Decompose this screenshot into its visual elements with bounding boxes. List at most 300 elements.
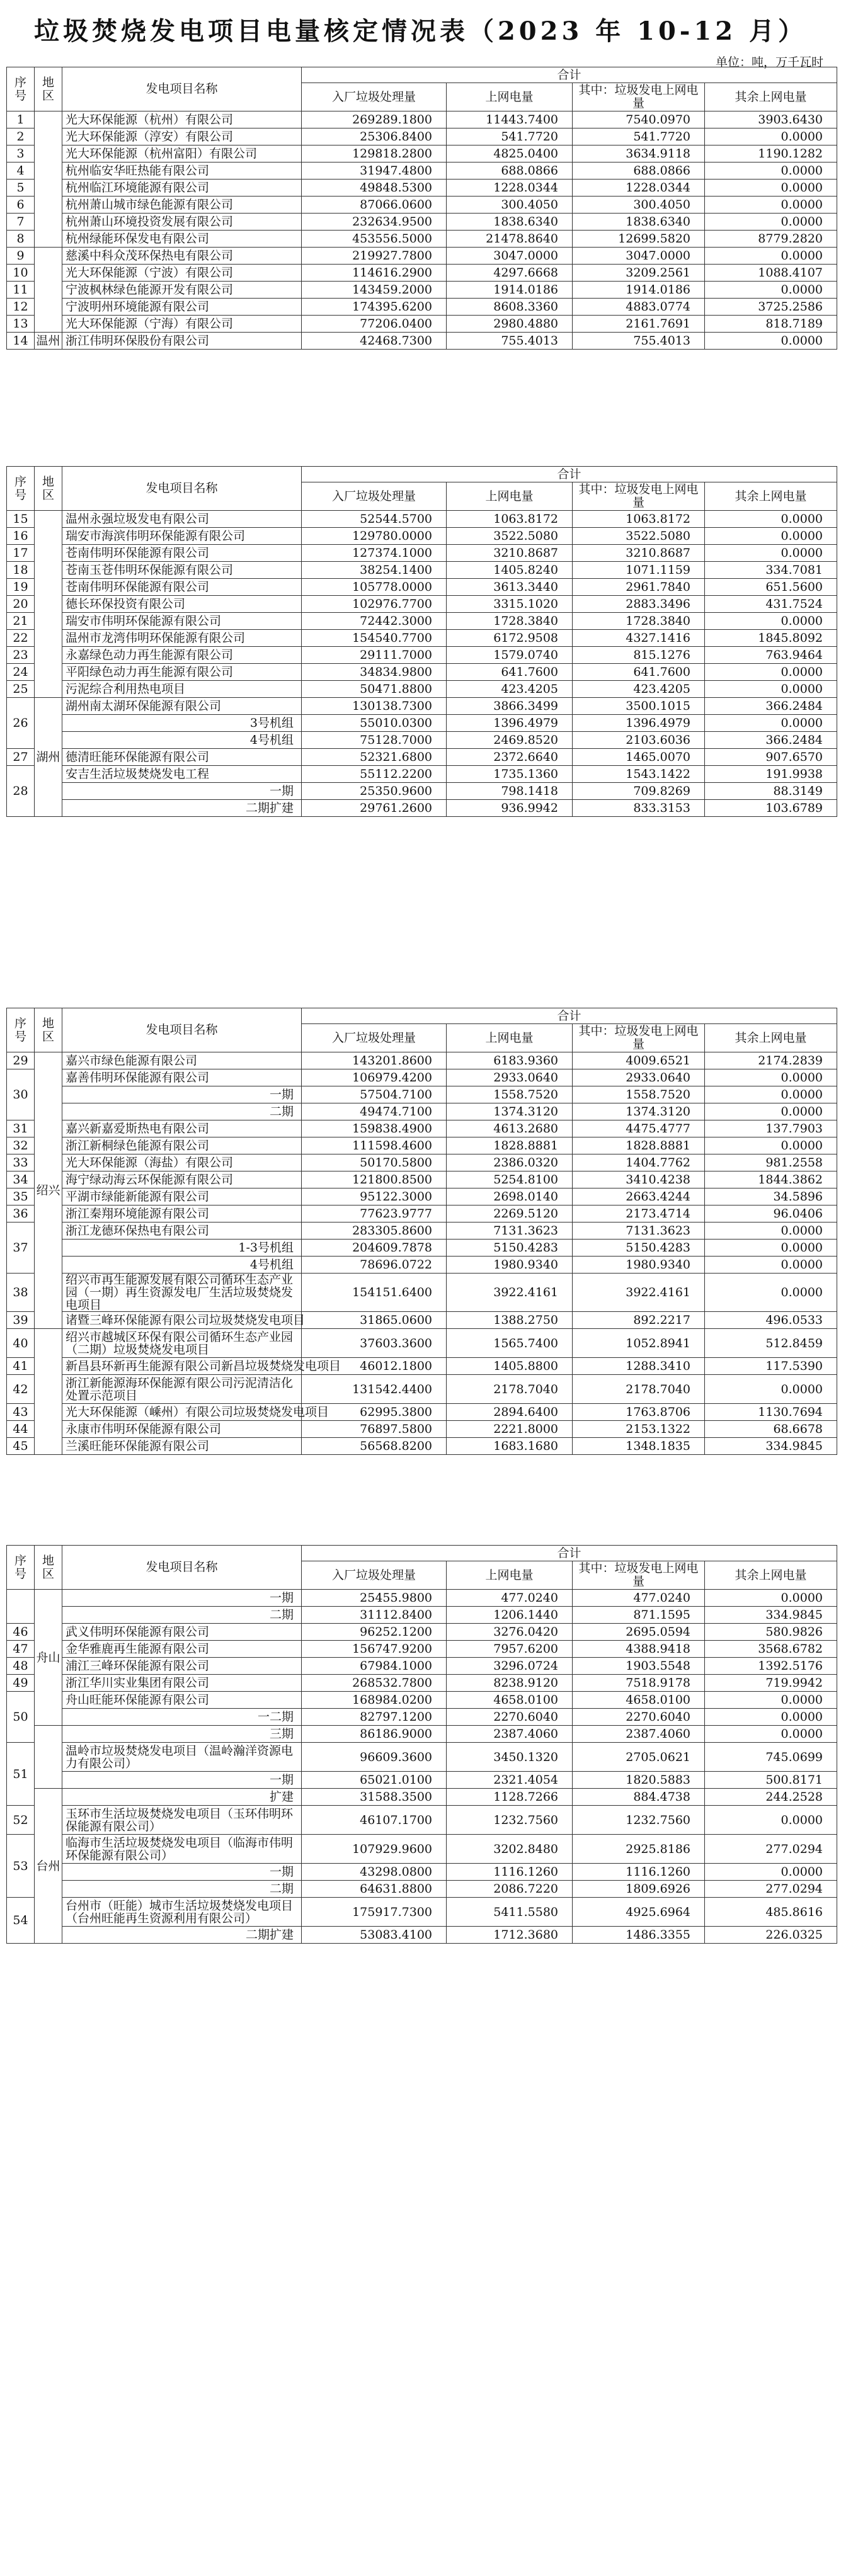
table-row xyxy=(7,647,837,664)
other-grid-value: 277.0294 xyxy=(705,1881,837,1898)
table-row xyxy=(7,528,837,545)
waste-value: 57504.7100 xyxy=(302,1086,447,1103)
waste-value: 204609.7878 xyxy=(302,1240,447,1257)
grid-value: 1683.1680 xyxy=(447,1438,573,1455)
seq-cell: 32 xyxy=(7,1137,35,1154)
other-grid-value: 0.0000 xyxy=(705,1086,837,1103)
seq-cell: 9 xyxy=(7,248,35,265)
project-name: 海宁绿动海云环保能源有限公司 xyxy=(62,1171,302,1188)
waste-value: 25350.9600 xyxy=(302,783,447,800)
waste-value: 87066.0600 xyxy=(302,197,447,214)
table-row xyxy=(7,1675,837,1692)
grid-value: 2086.7220 xyxy=(447,1881,573,1898)
seq-cell: 34 xyxy=(7,1171,35,1188)
garbage-grid-value: 1396.4979 xyxy=(573,715,705,732)
waste-value: 102976.7700 xyxy=(302,596,447,613)
waste-value: 67984.1000 xyxy=(302,1658,447,1675)
other-grid-value: 1845.8092 xyxy=(705,630,837,647)
garbage-grid-value: 2178.7040 xyxy=(573,1375,705,1404)
garbage-grid-value: 3209.2561 xyxy=(573,265,705,282)
garbage-grid-value: 2705.0621 xyxy=(573,1743,705,1772)
header-project: 发电项目名称 xyxy=(62,67,302,111)
sub-row xyxy=(7,1726,837,1743)
waste-value: 53083.4100 xyxy=(302,1927,447,1944)
table-row xyxy=(7,1137,837,1154)
seq-cell: 23 xyxy=(7,647,35,664)
table-row xyxy=(7,596,837,613)
table-row xyxy=(7,1329,837,1358)
project-name: 诸暨三峰环保能源有限公司垃圾焚烧发电项目 xyxy=(62,1312,302,1329)
header-region: 地区 xyxy=(35,467,62,511)
grid-value: 11443.7400 xyxy=(447,111,573,128)
grid-value: 2270.6040 xyxy=(447,1709,573,1726)
sub-row xyxy=(7,1881,837,1898)
waste-value: 62995.3800 xyxy=(302,1404,447,1421)
sub-row xyxy=(7,1927,837,1944)
other-grid-value: 0.0000 xyxy=(705,248,837,265)
other-grid-value: 88.3149 xyxy=(705,783,837,800)
garbage-grid-value: 1980.9340 xyxy=(573,1257,705,1274)
other-grid-value: 580.9826 xyxy=(705,1624,837,1641)
header-row xyxy=(7,67,837,83)
table-row xyxy=(7,197,837,214)
grid-value: 1712.3680 xyxy=(447,1927,573,1944)
other-grid-value: 0.0000 xyxy=(705,162,837,180)
garbage-grid-value: 4883.0774 xyxy=(573,299,705,316)
table-row xyxy=(7,698,837,715)
grid-value: 3315.1020 xyxy=(447,596,573,613)
garbage-grid-value: 688.0866 xyxy=(573,162,705,180)
verification-table xyxy=(6,466,837,817)
phase-label: 一期 xyxy=(62,783,302,800)
seq-cell: 52 xyxy=(7,1806,35,1835)
grid-value: 2321.4054 xyxy=(447,1772,573,1789)
waste-value: 55112.2200 xyxy=(302,766,447,783)
garbage-grid-value: 3522.5080 xyxy=(573,528,705,545)
other-grid-value: 1088.4107 xyxy=(705,265,837,282)
other-grid-value: 96.0406 xyxy=(705,1205,837,1222)
other-grid-value: 334.9845 xyxy=(705,1438,837,1455)
garbage-grid-value: 2663.4244 xyxy=(573,1188,705,1205)
project-name: 宁波明州环境能源有限公司 xyxy=(62,299,302,316)
waste-value: 29111.7000 xyxy=(302,647,447,664)
project-name: 光大环保能源（宁海）有限公司 xyxy=(62,316,302,333)
other-grid-value: 0.0000 xyxy=(705,1240,837,1257)
garbage-grid-value: 1828.8881 xyxy=(573,1137,705,1154)
garbage-grid-value: 3210.8687 xyxy=(573,545,705,562)
grid-value: 3296.0724 xyxy=(447,1658,573,1675)
waste-value: 127374.1000 xyxy=(302,545,447,562)
seq-cell: 47 xyxy=(7,1641,35,1658)
grid-value: 6183.9360 xyxy=(447,1052,573,1069)
garbage-grid-value: 3922.4161 xyxy=(573,1274,705,1312)
other-grid-value: 334.9845 xyxy=(705,1607,837,1624)
seq-cell: 26 xyxy=(7,698,35,749)
waste-value: 107929.9600 xyxy=(302,1835,447,1864)
seq-cell: 39 xyxy=(7,1312,35,1329)
project-name: 永康市伟明环保能源有限公司 xyxy=(62,1421,302,1438)
garbage-grid-value: 1903.5548 xyxy=(573,1658,705,1675)
garbage-grid-value: 4327.1416 xyxy=(573,630,705,647)
seq-cell: 18 xyxy=(7,562,35,579)
other-grid-value: 0.0000 xyxy=(705,1137,837,1154)
other-grid-value: 0.0000 xyxy=(705,333,837,350)
grid-value: 5254.8100 xyxy=(447,1171,573,1188)
project-name: 玉环市生活垃圾焚烧发电项目（玉环伟明环保能源有限公司） xyxy=(62,1806,302,1835)
region-cell xyxy=(35,511,62,698)
waste-value: 143459.2000 xyxy=(302,282,447,299)
waste-value: 42468.7300 xyxy=(302,333,447,350)
table-row xyxy=(7,545,837,562)
project-name: 平湖市绿能新能源有限公司 xyxy=(62,1188,302,1205)
grid-value: 3202.8480 xyxy=(447,1835,573,1864)
seq-cell: 17 xyxy=(7,545,35,562)
garbage-grid-value: 4925.6964 xyxy=(573,1898,705,1927)
seq-cell: 30 xyxy=(7,1069,35,1120)
table-row xyxy=(7,1154,837,1171)
table-section xyxy=(6,1008,837,1455)
waste-value: 25455.9800 xyxy=(302,1590,447,1607)
phase-label: 一期 xyxy=(62,1590,302,1607)
header-row xyxy=(7,467,837,482)
project-name: 金华雅鹿再生能源有限公司 xyxy=(62,1641,302,1658)
seq-cell: 40 xyxy=(7,1329,35,1358)
header-grid: 上网电量 xyxy=(447,482,573,511)
waste-value: 77206.0400 xyxy=(302,316,447,333)
table-row xyxy=(7,162,837,180)
grid-value: 423.4205 xyxy=(447,681,573,698)
other-grid-value: 719.9942 xyxy=(705,1675,837,1692)
seq-cell: 16 xyxy=(7,528,35,545)
other-grid-value: 0.0000 xyxy=(705,545,837,562)
table-row xyxy=(7,1421,837,1438)
header-project: 发电项目名称 xyxy=(62,1546,302,1590)
garbage-grid-value: 1228.0344 xyxy=(573,180,705,197)
waste-value: 174395.6200 xyxy=(302,299,447,316)
table-row xyxy=(7,1641,837,1658)
phase-label: 二期 xyxy=(62,1881,302,1898)
waste-value: 52321.6800 xyxy=(302,749,447,766)
seq-cell: 19 xyxy=(7,579,35,596)
garbage-grid-value: 1052.8941 xyxy=(573,1329,705,1358)
other-grid-value: 496.0533 xyxy=(705,1312,837,1329)
header-seq: 序号 xyxy=(7,1008,35,1052)
table-row xyxy=(7,1438,837,1455)
project-name: 嘉兴新嘉爱斯热电有限公司 xyxy=(62,1120,302,1137)
other-grid-value: 0.0000 xyxy=(705,1726,837,1743)
phase-label: 二期扩建 xyxy=(62,800,302,817)
project-name: 光大环保能源（海盐）有限公司 xyxy=(62,1154,302,1171)
grid-value: 1579.0740 xyxy=(447,647,573,664)
project-name: 新昌县环新再生能源有限公司新昌垃圾焚烧发电项目 xyxy=(62,1358,302,1375)
other-grid-value: 137.7903 xyxy=(705,1120,837,1137)
garbage-grid-value: 477.0240 xyxy=(573,1590,705,1607)
grid-value: 4297.6668 xyxy=(447,265,573,282)
waste-value: 159838.4900 xyxy=(302,1120,447,1137)
seq-cell: 15 xyxy=(7,511,35,528)
header-grid: 上网电量 xyxy=(447,1024,573,1052)
grid-value: 936.9942 xyxy=(447,800,573,817)
table-row xyxy=(7,1205,837,1222)
waste-value: 31865.0600 xyxy=(302,1312,447,1329)
grid-value: 2933.0640 xyxy=(447,1069,573,1086)
other-grid-value: 68.6678 xyxy=(705,1421,837,1438)
seq-cell: 54 xyxy=(7,1898,35,1944)
table-row xyxy=(7,1375,837,1404)
seq-cell: 13 xyxy=(7,316,35,333)
garbage-grid-value: 2270.6040 xyxy=(573,1709,705,1726)
grid-value: 2221.8000 xyxy=(447,1421,573,1438)
table-row xyxy=(7,613,837,630)
grid-value: 1206.1440 xyxy=(447,1607,573,1624)
project-name: 光大环保能源（嵊州）有限公司垃圾焚烧发电项目 xyxy=(62,1404,302,1421)
grid-value: 1396.4979 xyxy=(447,715,573,732)
garbage-grid-value: 4388.9418 xyxy=(573,1641,705,1658)
waste-value: 283305.8600 xyxy=(302,1222,447,1240)
grid-value: 6172.9508 xyxy=(447,630,573,647)
waste-value: 64631.8800 xyxy=(302,1881,447,1898)
seq-cell: 11 xyxy=(7,282,35,299)
waste-value: 129818.2800 xyxy=(302,145,447,162)
waste-value: 96609.3600 xyxy=(302,1743,447,1772)
waste-value: 38254.1400 xyxy=(302,562,447,579)
garbage-grid-value: 2387.4060 xyxy=(573,1726,705,1743)
garbage-grid-value: 1404.7762 xyxy=(573,1154,705,1171)
project-name: 杭州萧山城市绿色能源有限公司 xyxy=(62,197,302,214)
waste-value: 106979.4200 xyxy=(302,1069,447,1086)
grid-value: 1063.8172 xyxy=(447,511,573,528)
other-grid-value: 0.0000 xyxy=(705,664,837,681)
garbage-grid-value: 892.2217 xyxy=(573,1312,705,1329)
seq-cell: 21 xyxy=(7,613,35,630)
grid-value: 3210.8687 xyxy=(447,545,573,562)
grid-value: 798.1418 xyxy=(447,783,573,800)
other-grid-value: 3903.6430 xyxy=(705,111,837,128)
other-grid-value: 0.0000 xyxy=(705,528,837,545)
waste-value: 77623.9777 xyxy=(302,1205,447,1222)
waste-value: 111598.4600 xyxy=(302,1137,447,1154)
table-row xyxy=(7,1222,837,1240)
waste-value: 25306.8400 xyxy=(302,128,447,145)
header-waste: 入厂垃圾处理量 xyxy=(302,83,447,111)
grid-value: 1228.0344 xyxy=(447,180,573,197)
grid-value: 3047.0000 xyxy=(447,248,573,265)
seq-cell: 49 xyxy=(7,1675,35,1692)
table-section xyxy=(6,466,837,817)
header-waste: 入厂垃圾处理量 xyxy=(302,482,447,511)
other-grid-value: 0.0000 xyxy=(705,715,837,732)
table-row xyxy=(7,579,837,596)
seq-cell: 29 xyxy=(7,1052,35,1069)
other-grid-value: 3725.2586 xyxy=(705,299,837,316)
waste-value: 49474.7100 xyxy=(302,1103,447,1120)
grid-value: 1374.3120 xyxy=(447,1103,573,1120)
other-grid-value: 0.0000 xyxy=(705,1709,837,1726)
header-total: 合计 xyxy=(302,1546,837,1561)
waste-value: 131542.4400 xyxy=(302,1375,447,1404)
grid-value: 477.0240 xyxy=(447,1590,573,1607)
region-cell: 绍兴 xyxy=(35,1052,62,1329)
seq-cell: 2 xyxy=(7,128,35,145)
grid-value: 1405.8800 xyxy=(447,1358,573,1375)
other-grid-value: 191.9938 xyxy=(705,766,837,783)
garbage-grid-value: 755.4013 xyxy=(573,333,705,350)
table-row xyxy=(7,1120,837,1137)
seq-cell: 48 xyxy=(7,1658,35,1675)
waste-value: 50471.8800 xyxy=(302,681,447,698)
other-grid-value: 366.2484 xyxy=(705,698,837,715)
waste-value: 56568.8200 xyxy=(302,1438,447,1455)
seq-cell: 27 xyxy=(7,749,35,766)
phase-label: 二期 xyxy=(62,1607,302,1624)
header-other-grid: 其余上网电量 xyxy=(705,1024,837,1052)
seq-cell: 46 xyxy=(7,1624,35,1641)
phase-label: 二期扩建 xyxy=(62,1927,302,1944)
waste-value: 78696.0722 xyxy=(302,1257,447,1274)
seq-cell: 20 xyxy=(7,596,35,613)
seq-cell: 6 xyxy=(7,197,35,214)
table-row xyxy=(7,1069,837,1086)
sub-row xyxy=(7,1709,837,1726)
project-name: 苍南玉苍伟明环保能源有限公司 xyxy=(62,562,302,579)
waste-value: 453556.5000 xyxy=(302,231,447,248)
phase-label: 一期 xyxy=(62,1086,302,1103)
waste-value: 105778.0000 xyxy=(302,579,447,596)
grid-value: 21478.8640 xyxy=(447,231,573,248)
table-row xyxy=(7,333,837,350)
other-grid-value: 0.0000 xyxy=(705,282,837,299)
grid-value: 3922.4161 xyxy=(447,1274,573,1312)
grid-value: 7131.3623 xyxy=(447,1222,573,1240)
other-grid-value: 0.0000 xyxy=(705,1222,837,1240)
garbage-grid-value: 1348.1835 xyxy=(573,1438,705,1455)
grid-value: 1838.6340 xyxy=(447,214,573,231)
project-name: 兰溪旺能环保能源有限公司 xyxy=(62,1438,302,1455)
garbage-grid-value: 871.1595 xyxy=(573,1607,705,1624)
other-grid-value: 512.8459 xyxy=(705,1329,837,1358)
garbage-grid-value: 3410.4238 xyxy=(573,1171,705,1188)
region-cell: 温州 xyxy=(35,333,62,350)
grid-value: 1558.7520 xyxy=(447,1086,573,1103)
sub-row xyxy=(7,1789,837,1806)
seq-cell: 31 xyxy=(7,1120,35,1137)
project-name: 瑞安市海滨伟明环保能源有限公司 xyxy=(62,528,302,545)
waste-value: 31112.8400 xyxy=(302,1607,447,1624)
garbage-grid-value: 2153.1322 xyxy=(573,1421,705,1438)
unit-note: 单位：吨，万千瓦时 xyxy=(715,55,823,69)
header-project: 发电项目名称 xyxy=(62,1008,302,1052)
other-grid-value: 0.0000 xyxy=(705,1274,837,1312)
other-grid-value: 0.0000 xyxy=(705,511,837,528)
phase-label: 一期 xyxy=(62,1772,302,1789)
other-grid-value: 0.0000 xyxy=(705,197,837,214)
project-name: 光大环保能源（杭州富阳）有限公司 xyxy=(62,145,302,162)
other-grid-value: 366.2484 xyxy=(705,732,837,749)
garbage-grid-value: 1232.7560 xyxy=(573,1806,705,1835)
header-total: 合计 xyxy=(302,467,837,482)
project-name: 绍兴市越城区环保有限公司循环生态产业园（二期）垃圾焚烧发电项目 xyxy=(62,1329,302,1358)
other-grid-value: 3568.6782 xyxy=(705,1641,837,1658)
seq-cell: 12 xyxy=(7,299,35,316)
garbage-grid-value: 1071.1159 xyxy=(573,562,705,579)
project-name: 绍兴市再生能源发展有限公司循环生态产业园（一期）再生资源发电厂生活垃圾焚烧发电项目 xyxy=(62,1274,302,1312)
seq-cell: 36 xyxy=(7,1205,35,1222)
seq-cell xyxy=(7,1590,35,1624)
table-section xyxy=(6,67,837,350)
other-grid-value: 485.8616 xyxy=(705,1898,837,1927)
table-row xyxy=(7,1274,837,1312)
waste-value: 143201.8600 xyxy=(302,1052,447,1069)
garbage-grid-value: 2961.7840 xyxy=(573,579,705,596)
garbage-grid-value: 833.3153 xyxy=(573,800,705,817)
garbage-grid-value: 2695.0594 xyxy=(573,1624,705,1641)
garbage-grid-value: 7540.0970 xyxy=(573,111,705,128)
header-waste: 入厂垃圾处理量 xyxy=(302,1561,447,1590)
other-grid-value: 500.8171 xyxy=(705,1772,837,1789)
garbage-grid-value: 2173.4714 xyxy=(573,1205,705,1222)
waste-value: 95122.3000 xyxy=(302,1188,447,1205)
grid-value: 2372.6640 xyxy=(447,749,573,766)
garbage-grid-value: 1558.7520 xyxy=(573,1086,705,1103)
garbage-grid-value: 1116.1260 xyxy=(573,1864,705,1881)
project-name: 嘉兴市绿色能源有限公司 xyxy=(62,1052,302,1069)
phase-label: 一二期 xyxy=(62,1709,302,1726)
garbage-grid-value: 1543.1422 xyxy=(573,766,705,783)
table-row xyxy=(7,1835,837,1864)
other-grid-value: 651.5600 xyxy=(705,579,837,596)
header-garbage-grid: 其中：垃圾发电上网电量 xyxy=(573,1561,705,1590)
grid-value: 641.7600 xyxy=(447,664,573,681)
waste-value: 49848.5300 xyxy=(302,180,447,197)
other-grid-value: 0.0000 xyxy=(705,1069,837,1086)
other-grid-value: 0.0000 xyxy=(705,1806,837,1835)
seq-cell: 35 xyxy=(7,1188,35,1205)
region-cell: 舟山 xyxy=(35,1590,62,1726)
region-cell xyxy=(35,1726,62,1789)
header-grid: 上网电量 xyxy=(447,1561,573,1590)
phase-label: 二期 xyxy=(62,1103,302,1120)
other-grid-value: 1130.7694 xyxy=(705,1404,837,1421)
phase-label: 3号机组 xyxy=(62,715,302,732)
project-name: 浙江华川实业集团有限公司 xyxy=(62,1675,302,1692)
other-grid-value: 2174.2839 xyxy=(705,1052,837,1069)
grid-value: 1914.0186 xyxy=(447,282,573,299)
garbage-grid-value: 2933.0640 xyxy=(573,1069,705,1086)
seq-cell: 45 xyxy=(7,1438,35,1455)
header-seq: 序号 xyxy=(7,467,35,511)
project-name: 湖州南太湖环保能源有限公司 xyxy=(62,698,302,715)
page-title: 垃圾焚烧发电项目电量核定情况表（2023 年 10-12 月） xyxy=(33,16,808,46)
grid-value: 2386.0320 xyxy=(447,1154,573,1171)
header-grid: 上网电量 xyxy=(447,83,573,111)
grid-value: 7957.6200 xyxy=(447,1641,573,1658)
project-name: 杭州临江环境能源有限公司 xyxy=(62,180,302,197)
table-row xyxy=(7,766,837,783)
project-name: 苍南伟明环保能源有限公司 xyxy=(62,545,302,562)
garbage-grid-value: 1374.3120 xyxy=(573,1103,705,1120)
project-name: 浙江新桐绿色能源有限公司 xyxy=(62,1137,302,1154)
project-name: 嘉善伟明环保能源有限公司 xyxy=(62,1069,302,1086)
grid-value: 541.7720 xyxy=(447,128,573,145)
grid-value: 3450.1320 xyxy=(447,1743,573,1772)
grid-value: 1405.8240 xyxy=(447,562,573,579)
other-grid-value: 0.0000 xyxy=(705,1590,837,1607)
seq-cell: 22 xyxy=(7,630,35,647)
garbage-grid-value: 423.4205 xyxy=(573,681,705,698)
grid-value: 2894.6400 xyxy=(447,1404,573,1421)
waste-value: 72442.3000 xyxy=(302,613,447,630)
grid-value: 2387.4060 xyxy=(447,1726,573,1743)
